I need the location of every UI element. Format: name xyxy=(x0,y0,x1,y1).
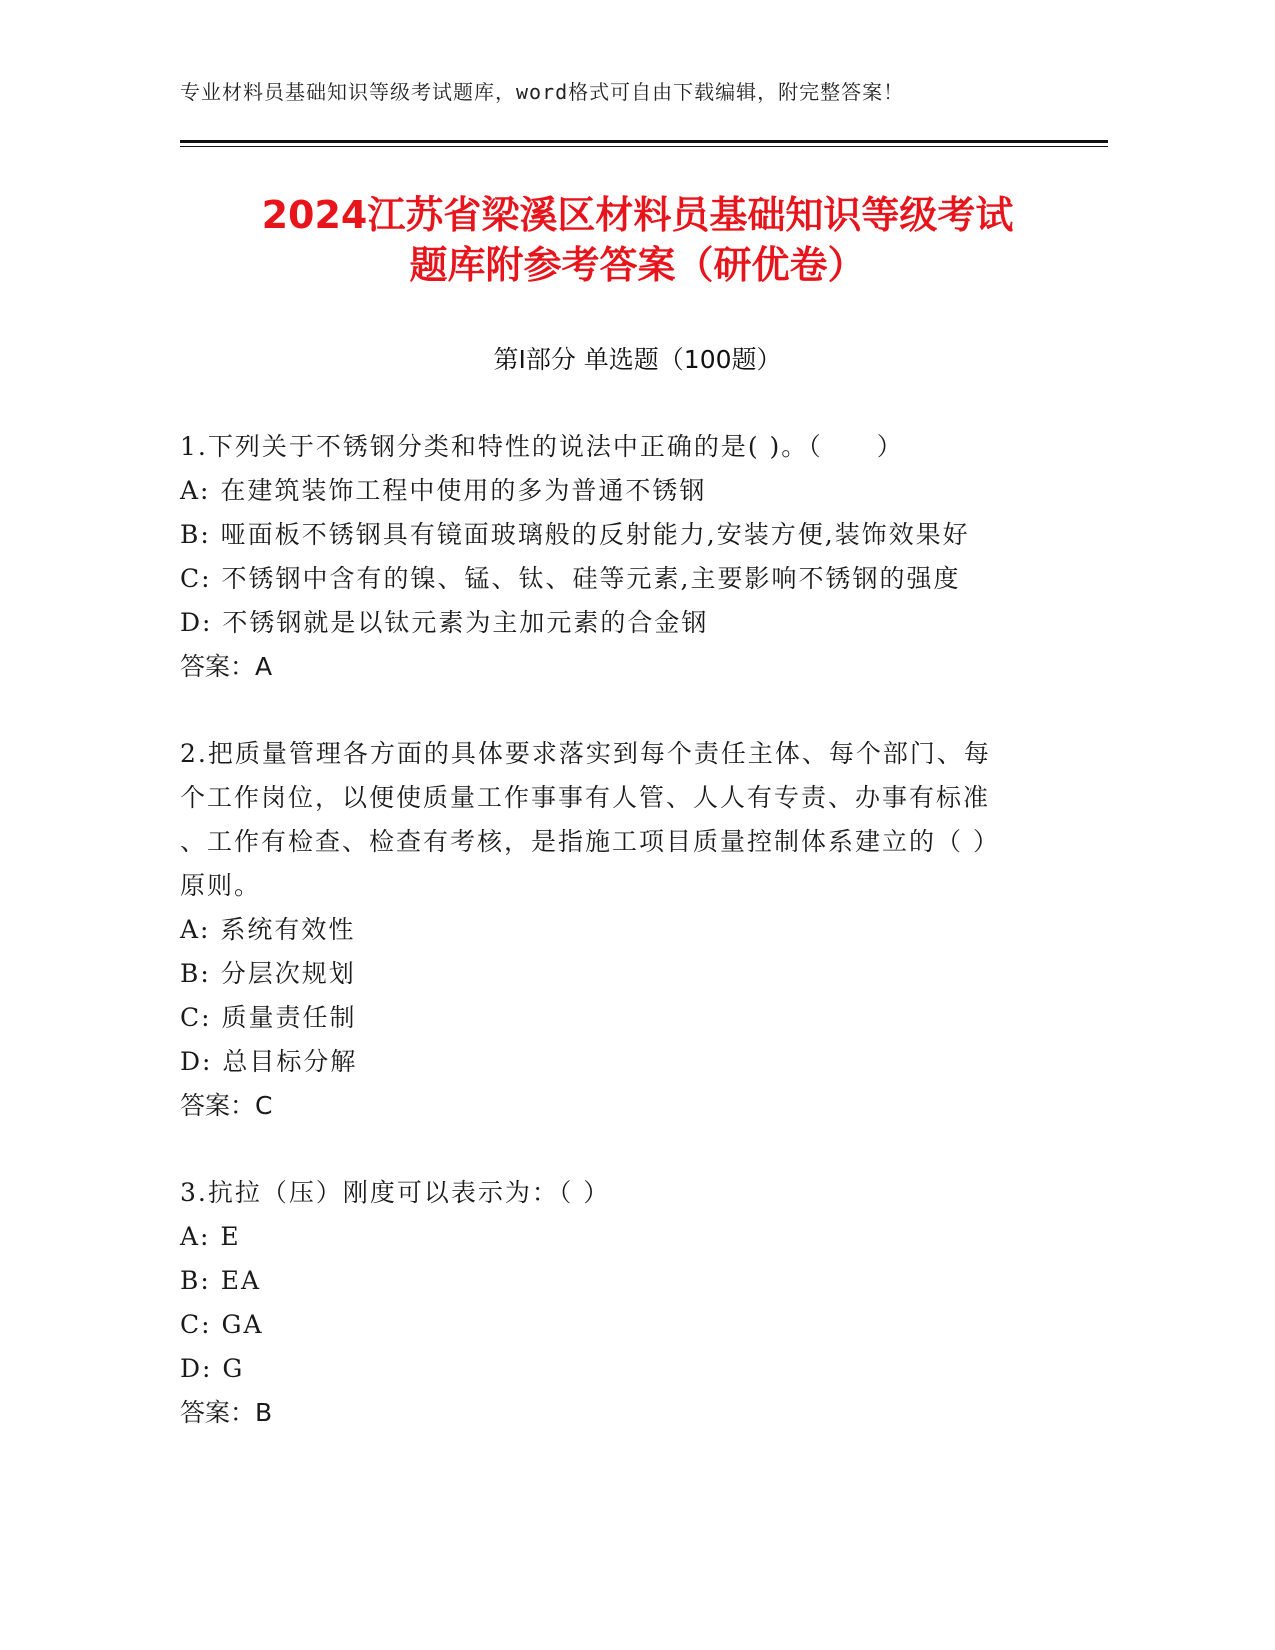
header-note: 专业材料员基础知识等级考试题库，word格式可自由下载编辑，附完整答案！ xyxy=(180,80,905,104)
option-c: C: 不锈钢中含有的镍、锰、钛、硅等元素,主要影响不锈钢的强度 xyxy=(180,564,961,593)
document-title-line-1: 2024江苏省梁溪区材料员基础知识等级考试 xyxy=(261,193,1014,237)
answer: 答案：A xyxy=(180,652,273,681)
answer: 答案：C xyxy=(180,1091,273,1120)
question-stem-line-4: 原则。 xyxy=(180,871,262,900)
option-b: B: 分层次规划 xyxy=(180,959,356,988)
option-a: A: 在建筑装饰工程中使用的多为普通不锈钢 xyxy=(180,476,707,505)
option-a: A: E xyxy=(180,1222,241,1251)
section-title: 第Ⅰ部分 单选题（100题） xyxy=(493,345,782,374)
question-list xyxy=(180,425,1040,1478)
option-b: B: EA xyxy=(180,1266,262,1295)
answer: 答案：B xyxy=(180,1398,273,1427)
option-d: D: 不锈钢就是以钛元素为主加元素的合金钢 xyxy=(180,608,709,637)
question-stem: 3.抗拉（压）刚度可以表示为：（ ） xyxy=(180,1178,611,1207)
question-3 xyxy=(180,1171,1040,1435)
option-c: C: GA xyxy=(180,1310,264,1339)
question-stem-line-2: 个工作岗位，以便使质量工作事事有人管、人人有专责、办事有标准 xyxy=(180,783,991,812)
header-divider-thick xyxy=(180,140,1108,143)
question-2 xyxy=(180,732,1040,1128)
header-divider-thin xyxy=(180,146,1108,147)
option-c: C: 质量责任制 xyxy=(180,1003,357,1032)
option-b: B: 哑面板不锈钢具有镜面玻璃般的反射能力,安装方便,装饰效果好 xyxy=(180,520,970,549)
option-a: A: 系统有效性 xyxy=(180,915,356,944)
document-title xyxy=(150,190,1125,290)
question-stem-line-3: 、工作有检查、检查有考核，是指施工项目质量控制体系建立的（ ） xyxy=(180,827,1000,856)
question-stem: 1.下列关于不锈钢分类和特性的说法中正确的是( )。（ ） xyxy=(180,432,904,461)
document-title-line-2: 题库附参考答案（研优卷） xyxy=(409,243,866,287)
option-d: D: 总目标分解 xyxy=(180,1047,358,1076)
question-stem-line-1: 2.把质量管理各方面的具体要求落实到每个责任主体、每个部门、每 xyxy=(180,739,991,768)
question-1 xyxy=(180,425,1040,689)
option-d: D: G xyxy=(180,1354,245,1383)
